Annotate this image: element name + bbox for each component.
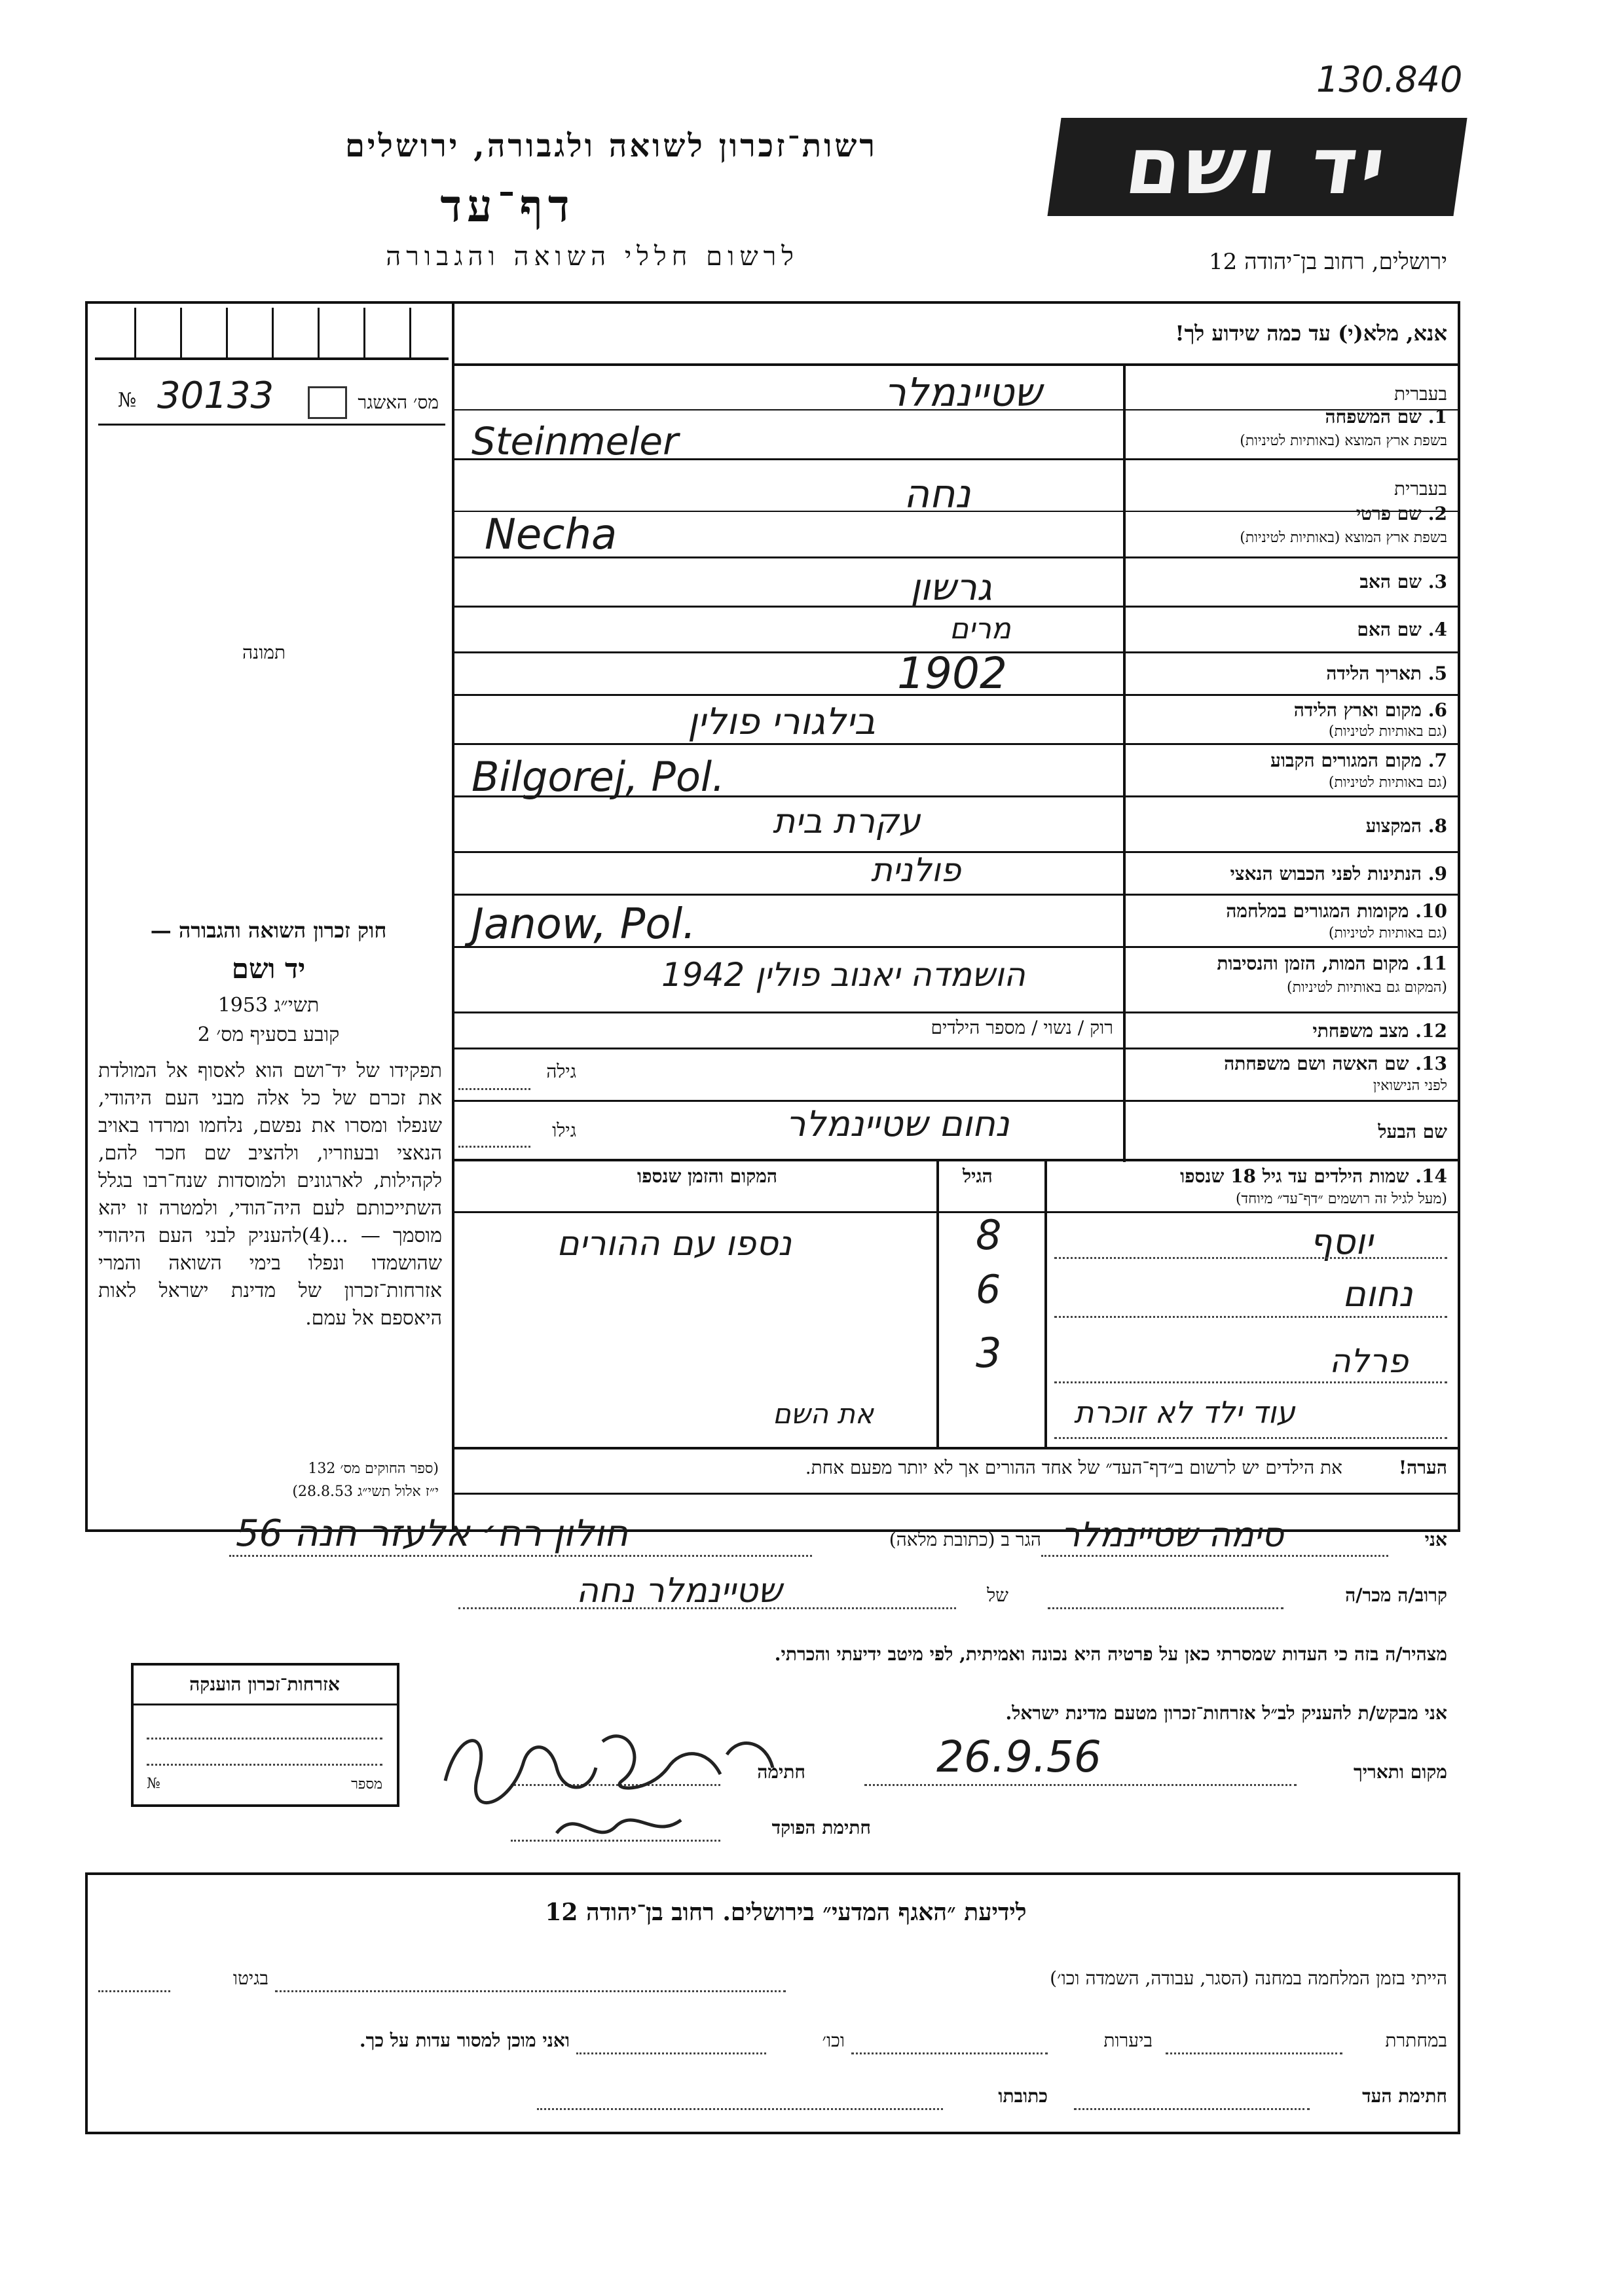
tick-boxes bbox=[95, 308, 449, 360]
field-10-sub: (גם באותיות לטיניות) bbox=[1328, 925, 1447, 941]
bottom-line-1: הייתי בזמן המלחמה במחנה (הסגר, עבודה, השמדה וכו׳) bbox=[1050, 1967, 1447, 1989]
note-label: הערה! bbox=[1398, 1457, 1447, 1478]
law-clause: קובע בסעיף מס׳ 2 bbox=[197, 1023, 340, 1046]
note-text: את הילדים יש לרשום ב״דף־העד״ של אחד ההורים אך לא יותר מפעם אחת. bbox=[805, 1457, 1342, 1478]
declarant-address: חולון רח׳ אלעזר חנה 56 bbox=[236, 1512, 629, 1555]
field-11-sub: (המקום גם באותיות לטיניות) bbox=[1287, 979, 1447, 996]
profession: עקרת בית bbox=[773, 802, 921, 841]
husband-label: שם הבעל bbox=[1378, 1121, 1447, 1142]
first-name-latin: Necha bbox=[485, 511, 618, 559]
left-column-divider bbox=[452, 301, 454, 1532]
field-13-label: 13. שם האשה ושם משפחתה bbox=[1224, 1053, 1447, 1074]
citizenship-box-number-label: מספר bbox=[351, 1776, 382, 1793]
place-date-label: מקום ותאריך bbox=[1353, 1761, 1447, 1783]
handwritten-reference-number: 130.840 bbox=[1316, 59, 1463, 100]
declaration-text: מצהיר/ה בזה כי העדות שמסרתי כאן על פרטיה היא נכונה ואמיתית, לפי מיטב ידיעתי והכרתי. bbox=[774, 1643, 1447, 1665]
husband-age-label: גילו bbox=[552, 1120, 576, 1141]
registration-number: 30133 bbox=[157, 374, 274, 417]
law-footnote-1: (ספר החוקים מס׳ 132 bbox=[308, 1461, 439, 1477]
field-1-sub: בשפת ארץ המוצא (באותיות לטיניות) bbox=[1240, 433, 1447, 449]
children-title: 14. שמות הילדים עד גיל 18 שנספו bbox=[1180, 1165, 1447, 1187]
wartime-residence: Janow, Pol. bbox=[471, 900, 696, 949]
child-3-name: פרלה bbox=[1329, 1342, 1409, 1380]
family-name-hebrew: שטיינמלר bbox=[884, 370, 1042, 416]
field-1-label: 1. שם המשפחה bbox=[1325, 406, 1447, 428]
law-body: תפקידו של יד־ושם הוא לאסוף אל המולדת את זכרם של כל אלה מבני העם היהודי, שנפלו ומסרו את נפשם, נלחמו ומרדו באויב הנאצי ובעוזריו, ולהציב שם חכר להם, לקהילות, לארגונים ולמוסדות שנח־רבו בגלל השתייכותם לעם היה־הודי, ולמטרה זו יהא מוסמך — ...(4)להעניק לבני העם היהודי שהושמדו ונפלו בימי השואה והמרי אזרחות־זכרון של מדינת ישראל לאות היאספם אל עמם. bbox=[98, 1059, 443, 1330]
child-4-name: עוד ילד לא זוכרת bbox=[1074, 1394, 1295, 1430]
children-place-header: המקום והזמן שנספו bbox=[637, 1165, 777, 1187]
marital-status-options: רוק / נשוי / מספר הילדים bbox=[931, 1017, 1113, 1038]
law-org: יד ושם bbox=[231, 953, 306, 985]
declarant-resides-label: הגר ב (כתובת מלאה) bbox=[889, 1529, 1041, 1550]
officer-signature bbox=[550, 1794, 707, 1859]
family-name-latin: Steinmeler bbox=[471, 419, 678, 464]
permanent-residence: Bilgorej, Pol. bbox=[471, 753, 725, 801]
birth-date: 1902 bbox=[897, 648, 1007, 699]
request-text: אני מבקש/ת להעניק לב״ל אזרחות־זכרון מטעם מדינת ישראל. bbox=[1005, 1702, 1447, 1724]
children-subtitle: (מעל לגיל זה רושמים ״דף־עד״ מיוחד) bbox=[1235, 1191, 1447, 1207]
relative-label: קרוב/ה מכר/ה bbox=[1345, 1584, 1447, 1606]
bottom-ghetto: בגיטו bbox=[232, 1967, 268, 1989]
children-age-header: הגיל bbox=[963, 1165, 993, 1187]
citizenship-box-no-mark: № bbox=[147, 1776, 160, 1792]
bottom-underground: במחתרת bbox=[1385, 2030, 1447, 2051]
officer-signature-label: חתימת הפוקד bbox=[771, 1817, 871, 1838]
field-6-label: 6. מקום וארץ הלידה bbox=[1293, 699, 1447, 721]
bottom-section-title: לידיעת ״האגף המדעי״ בירושלים. רחוב בן־יהודה 12 bbox=[545, 1899, 1027, 1926]
citizenship-box bbox=[131, 1663, 399, 1807]
field-6-sub: (גם באותיות לטיניות) bbox=[1328, 723, 1447, 740]
header-address: ירושלים, רחוב בן־יהודה 12 bbox=[1209, 249, 1447, 275]
child-3-age: 3 bbox=[976, 1329, 1002, 1377]
bottom-etc: וכו׳ bbox=[822, 2030, 845, 2051]
law-footnote-2: י״ז אלול תשי״ג 28.8.53) bbox=[292, 1484, 439, 1500]
field-2-label: 2. שם פרטי bbox=[1356, 503, 1447, 524]
citizenship-box-title: אזרחות־זכרון הוענקה bbox=[189, 1673, 340, 1695]
bottom-witness-signature: חתימת העד bbox=[1362, 2085, 1447, 2107]
child-1-name: יוסף bbox=[1310, 1221, 1373, 1262]
top-instruction: אנא, מלא(י) עד כמה שידוע לך! bbox=[1175, 321, 1447, 346]
stamp-box bbox=[308, 386, 347, 419]
husband-name: נחום שטיינמלר bbox=[786, 1103, 1010, 1144]
field-4-label: 4. שם האם bbox=[1357, 619, 1447, 640]
signature-label: חתימה bbox=[757, 1761, 805, 1783]
bottom-address: כתובתו bbox=[998, 2085, 1048, 2107]
label-column-divider bbox=[1123, 363, 1126, 1162]
declaration-date: 26.9.56 bbox=[936, 1732, 1101, 1782]
child-2-age: 6 bbox=[976, 1267, 1001, 1313]
mother-name: מרים bbox=[950, 612, 1011, 646]
child-1-age: 8 bbox=[976, 1211, 1002, 1259]
relative-of-name: שטיינמלר נחה bbox=[576, 1571, 783, 1611]
field-2-sub: בשפת ארץ המוצא (באותיות לטיניות) bbox=[1240, 530, 1447, 546]
child-1-place: נספו עם ההורים bbox=[557, 1224, 792, 1264]
father-name: גרשון bbox=[910, 566, 992, 609]
field-1-heb-label: בעברית bbox=[1393, 383, 1447, 405]
field-11-label: 11. מקום המות, הזמן והנסיבות bbox=[1217, 953, 1447, 974]
declarant-name: סימה שטיינמלר bbox=[1061, 1516, 1284, 1555]
no-mark: № bbox=[118, 389, 137, 412]
bottom-ready: ואני מוכן למסור עדות על כך. bbox=[359, 2030, 570, 2051]
declarant-i-label: אני bbox=[1424, 1529, 1447, 1550]
registration-label: מס׳ האשגר bbox=[358, 392, 439, 413]
field-13-sub: לפני הנישואין bbox=[1373, 1078, 1447, 1094]
photo-label: תמונה bbox=[242, 642, 286, 663]
field-12-label: 12. מצב משפחתי bbox=[1312, 1020, 1447, 1042]
field-9-label: 9. הנתינות לפני הכבוש הנאצי bbox=[1230, 863, 1447, 884]
field-10-label: 10. מקומות המגורים במלחמה bbox=[1226, 900, 1447, 922]
registration-number-field bbox=[98, 374, 445, 426]
wife-age-label: גילה bbox=[546, 1061, 576, 1082]
bottom-forests: ביערות bbox=[1103, 2030, 1153, 2051]
law-year: תשי״ג 1953 bbox=[217, 994, 320, 1017]
field-7-label: 7. מקום המגורים הקבוע bbox=[1270, 750, 1447, 771]
law-title: חוק זכרון השואה והגבורה — bbox=[150, 918, 387, 943]
relative-of-label: של bbox=[987, 1584, 1008, 1606]
form-title: דף־עד bbox=[440, 180, 575, 232]
field-7-sub: (גם באותיות לטיניות) bbox=[1328, 774, 1447, 791]
child-2-name: נחום bbox=[1342, 1273, 1413, 1315]
form-subtitle: לרשום חללי השואה והגבורה bbox=[386, 242, 799, 272]
field-8-label: 8. המקצוע bbox=[1365, 815, 1447, 837]
first-name-hebrew: נחה bbox=[904, 471, 971, 517]
authority-name: רשות־זכרון לשואה ולגבורה, ירושלים bbox=[344, 128, 877, 164]
field-3-label: 3. שם האב bbox=[1359, 571, 1447, 592]
child-4-place: את השם bbox=[773, 1398, 874, 1430]
death-place-time: הושמדה יאנוב פולין 1942 bbox=[661, 956, 1025, 994]
field-5-label: 5. תאריך הלידה bbox=[1326, 663, 1447, 684]
birthplace: בילגורי פולין bbox=[688, 701, 876, 743]
citizenship: פולנית bbox=[871, 851, 961, 889]
yad-vashem-logo: יד ושם bbox=[1047, 118, 1467, 216]
field-2-heb-label: בעברית bbox=[1393, 478, 1447, 500]
